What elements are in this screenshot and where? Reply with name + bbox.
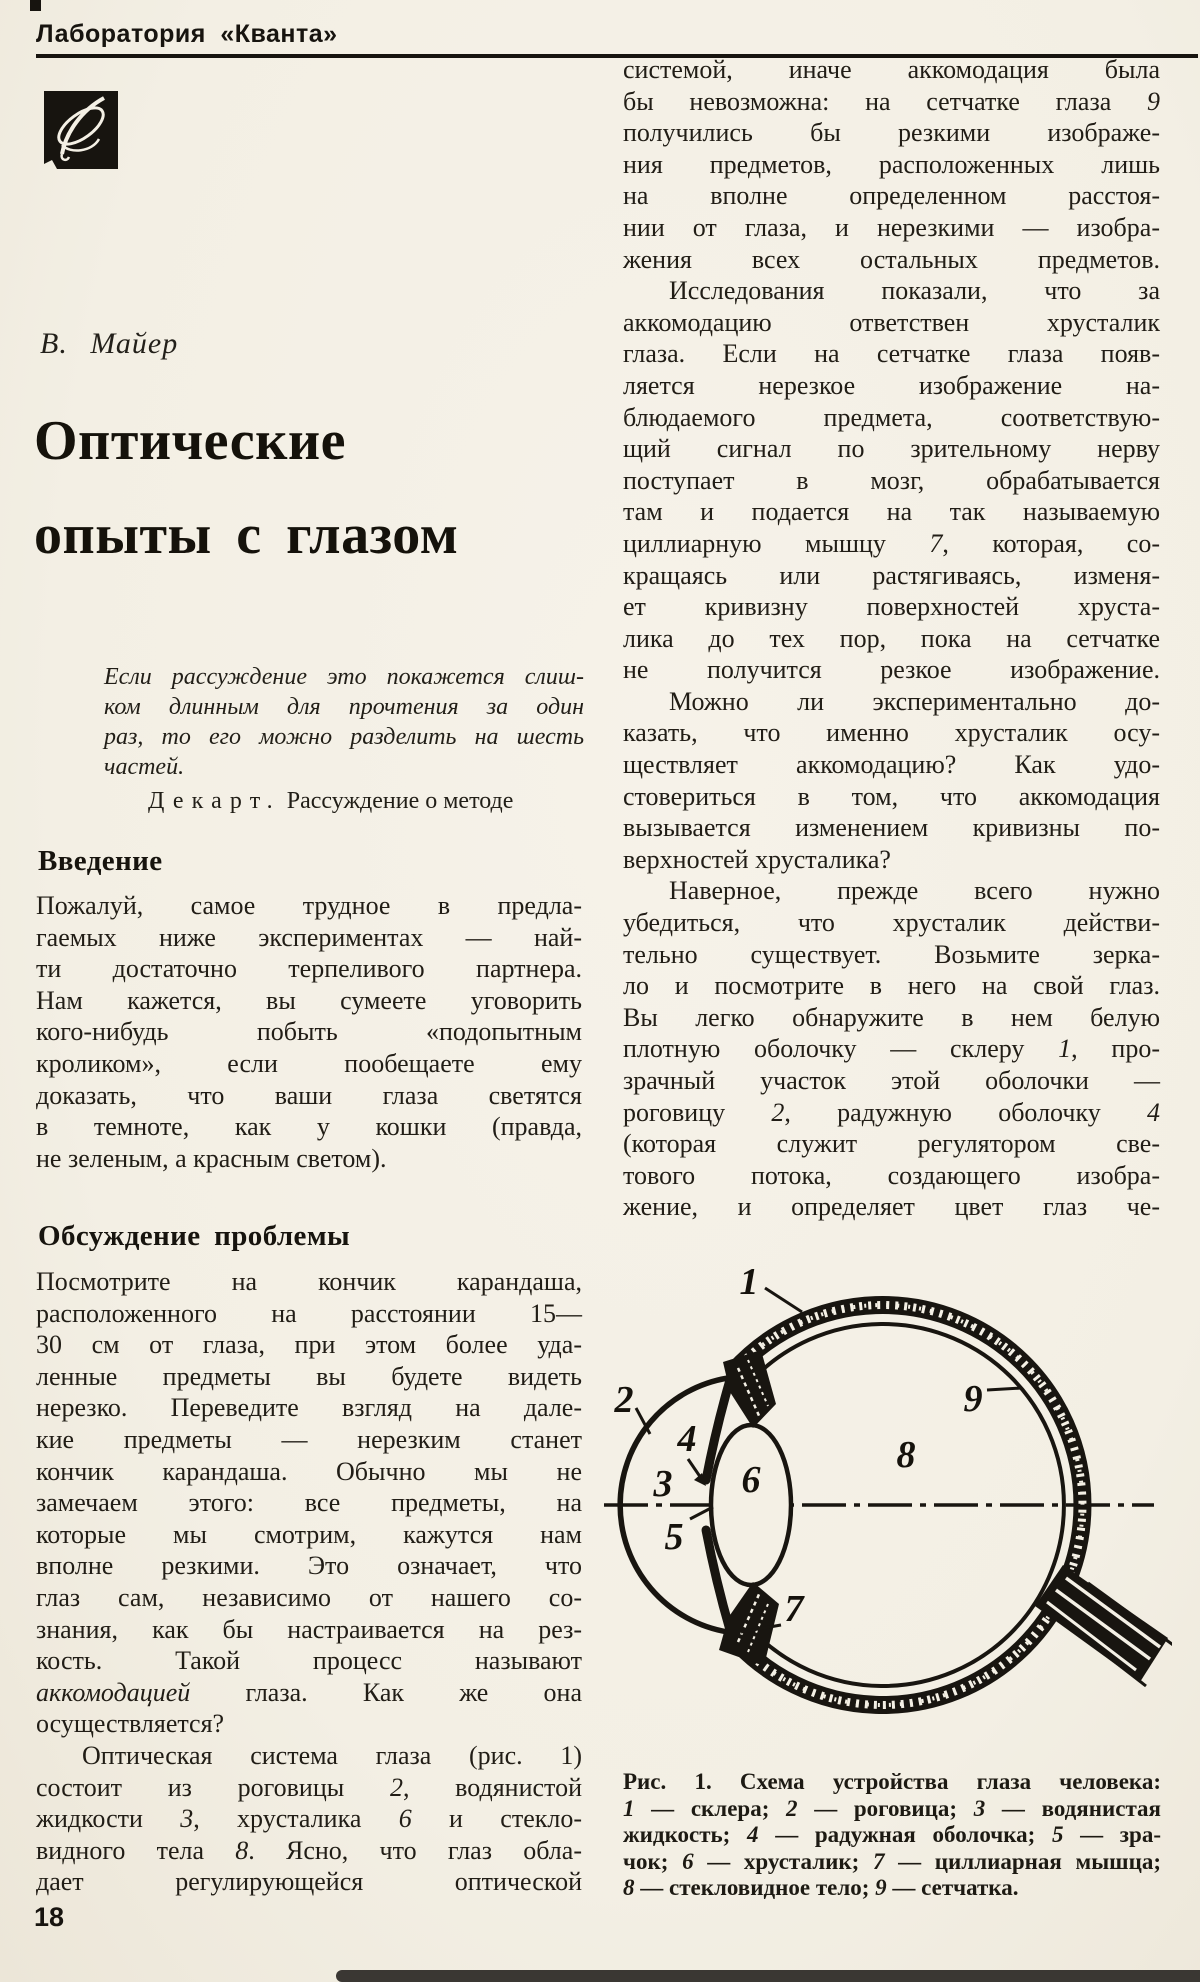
text-line: щий сигнал по зрительному нерву bbox=[623, 434, 1160, 464]
text-line: бы невозможна: на сетчатке глаза 9 bbox=[623, 86, 1160, 116]
text-line: состоит из роговицы 2, водянистой bbox=[36, 1772, 582, 1802]
article-title bbox=[34, 394, 458, 582]
optic-nerve bbox=[1035, 1565, 1172, 1686]
discussion-text-column bbox=[36, 1266, 582, 1898]
figure-label-2-cornea: 2 bbox=[614, 1379, 634, 1421]
lens-shape bbox=[711, 1425, 791, 1585]
title-line: опыты с глазом bbox=[34, 504, 459, 566]
text-line: системой, иначе аккомодация была bbox=[623, 55, 1160, 84]
text-line: жидкость; 4 — радужная оболочка; 5 — зра- bbox=[623, 1822, 1161, 1848]
introduction-paragraph bbox=[36, 890, 582, 1174]
text-line: доказать, что ваши глаза светятся bbox=[36, 1080, 582, 1110]
text-line: кость. Такой процесс называют bbox=[36, 1646, 582, 1676]
figure-callout-lines bbox=[636, 1288, 1022, 1632]
text-line: Пожалуй, самое трудное в предла- bbox=[36, 891, 582, 920]
text-line: Оптическая система глаза (рис. 1) bbox=[82, 1740, 582, 1770]
text-line: ло и посмотрите в него на свой глаз. bbox=[623, 971, 1160, 1001]
figure-label-6-lens: 6 bbox=[741, 1459, 761, 1501]
text-line: частей. bbox=[104, 754, 185, 780]
text-line: ществляет аккомодацию? Как удо- bbox=[623, 750, 1160, 780]
discussion-paragraph bbox=[36, 1740, 582, 1898]
text-line: жение, и определяет цвет глаз че- bbox=[623, 1192, 1160, 1222]
text-line: поступает в мозг, обрабатывается bbox=[623, 465, 1160, 495]
text-line: гаемых ниже экспериментах — най- bbox=[36, 922, 582, 952]
title-line: Оптические bbox=[34, 410, 346, 472]
text-line: зрачный участок этой оболочки — bbox=[623, 1066, 1160, 1095]
text-line: ляется нерезкое изображение на- bbox=[623, 370, 1160, 400]
text-line: блюдаемого предмета, соответствую- bbox=[623, 402, 1160, 432]
text-line: чок; 6 — хрусталик; 7 — циллиарная мышца; bbox=[623, 1848, 1161, 1874]
figure-label-8-vitreous: 8 bbox=[896, 1434, 916, 1476]
figure-label-4-iris: 4 bbox=[677, 1418, 697, 1460]
text-line: стовериться в том, что аккомодация bbox=[623, 781, 1160, 811]
text-line: плотную оболочку — склеру 1, про- bbox=[623, 1034, 1160, 1064]
text-line: глаза. Если на сетчатке глаза появ- bbox=[623, 339, 1160, 369]
text-line: тельно существует. Возьмите зерка- bbox=[623, 939, 1160, 969]
continuation-paragraph bbox=[623, 275, 1160, 686]
text-line: нии от глаза, и нерезкими — изобра- bbox=[623, 212, 1160, 242]
text-line: кращаясь или растягиваясь, изменя- bbox=[623, 560, 1160, 590]
text-line: которые мы смотрим, кажутся нам bbox=[36, 1519, 582, 1549]
epigraph-author: Декарт. bbox=[148, 788, 281, 814]
ciliary-muscle-bottom bbox=[719, 1582, 779, 1666]
text-line: дает регулирующейся оптической bbox=[36, 1867, 582, 1897]
text-line: лика до тех пор, пока на сетчатке bbox=[623, 623, 1160, 653]
text-line: Можно ли экспериментально до- bbox=[669, 686, 1160, 716]
epigraph bbox=[104, 662, 584, 782]
text-line: кончик карандаша. Обычно мы не bbox=[36, 1456, 582, 1486]
text-line: глаз сам, независимо от нашего со- bbox=[36, 1582, 582, 1612]
continuation-paragraph bbox=[623, 686, 1160, 876]
text-line: не получится резкое изображение. bbox=[623, 655, 1160, 685]
text-line: Если рассуждение это покажется слиш- bbox=[104, 664, 584, 690]
text-line: кроликом», если пообещаете ему bbox=[36, 1048, 582, 1078]
text-line: Рис. 1. Схема устройства глаза человека: bbox=[623, 1769, 1161, 1794]
text-line: вызывается изменением кривизны по- bbox=[623, 813, 1160, 843]
text-line: Вы легко обнаружите в нем белую bbox=[623, 1002, 1160, 1032]
text-line: кого-нибудь побыть «подопытным bbox=[36, 1017, 582, 1047]
epigraph-attribution bbox=[104, 788, 584, 815]
figure-label-3-aqueous: 3 bbox=[653, 1463, 673, 1505]
text-line: видного тела 8. Ясно, что глаз обла- bbox=[36, 1835, 582, 1865]
text-line: роговицу 2, радужную оболочку 4 bbox=[623, 1097, 1160, 1127]
section-heading-discussion: Обсуждение проблемы bbox=[38, 1220, 351, 1252]
text-line: жения всех остальных предметов. bbox=[623, 244, 1160, 274]
figure-eye-diagram bbox=[588, 1238, 1172, 1766]
text-line: аккомодацией глаза. Как же она bbox=[36, 1677, 582, 1707]
text-line: замечаем этого: все предметы, на bbox=[36, 1488, 582, 1518]
text-line: Наверное, прежде всего нужно bbox=[669, 876, 1160, 906]
continuation-paragraph bbox=[623, 54, 1160, 275]
article-author: В. Майер bbox=[40, 327, 179, 360]
figure-label-5-pupil: 5 bbox=[664, 1516, 684, 1558]
epigraph-work: Рассуждение о методе bbox=[286, 788, 514, 814]
page-number: 18 bbox=[34, 1902, 65, 1932]
section-heading-introduction: Введение bbox=[38, 845, 163, 877]
scan-edge-strip bbox=[336, 1970, 1200, 1982]
page-edge-mark bbox=[30, 0, 41, 11]
text-line: раз, то его можно разделить на шесть bbox=[104, 724, 584, 750]
text-line: Исследования показали, что за bbox=[669, 276, 1160, 306]
text-line: на вполне определенном расстоя- bbox=[623, 181, 1160, 211]
discussion-paragraph bbox=[36, 1266, 582, 1740]
text-line: ленные предметы вы будете видеть bbox=[36, 1361, 582, 1391]
text-line: знания, как бы настраивается на рез- bbox=[36, 1614, 582, 1644]
text-line: ком длинным для прочтения за один bbox=[104, 694, 584, 720]
text-line: Нам кажется, вы сумеете уговорить bbox=[36, 985, 582, 1015]
text-line: кие предметы — нерезким станет bbox=[36, 1424, 582, 1454]
text-line: нерезко. Переведите взгляд на дале- bbox=[36, 1393, 582, 1423]
text-line: в темноте, как у кошки (правда, bbox=[36, 1112, 582, 1142]
section-masthead: Лаборатория «Кванта» bbox=[36, 20, 338, 48]
text-line: ет кривизну поверхностей хруста- bbox=[623, 592, 1160, 622]
text-line: 1 — склера; 2 — роговица; 3 — водянистая bbox=[623, 1795, 1161, 1821]
text-line: жидкости 3, хрусталика 6 и стекло- bbox=[36, 1804, 582, 1834]
text-line: расположенного на расстоянии 15— bbox=[36, 1298, 582, 1328]
text-line: ния предметов, расположенных лишь bbox=[623, 149, 1160, 179]
text-line: аккомодацию ответствен хрусталик bbox=[623, 307, 1160, 337]
text-line: циллиарную мышцу 7, которая, со- bbox=[623, 528, 1160, 558]
text-line: получились бы резкими изображе- bbox=[623, 118, 1160, 148]
text-line: верхностей хрусталика? bbox=[623, 844, 891, 874]
text-line: осуществляется? bbox=[36, 1709, 225, 1739]
text-line: ти достаточно терпеливого партнера. bbox=[36, 954, 582, 984]
text-line: вполне резкими. Это означает, что bbox=[36, 1551, 582, 1581]
ciliary-muscle-top bbox=[723, 1350, 776, 1428]
text-line: там и подается на так называемую bbox=[623, 497, 1160, 527]
figure-label-1-sclera: 1 bbox=[739, 1261, 759, 1303]
text-line: 30 см от глаза, при этом более уда- bbox=[36, 1330, 582, 1360]
text-line: не зеленым, а красным светом). bbox=[36, 1143, 387, 1173]
figure-label-7-ciliary: 7 bbox=[784, 1588, 804, 1630]
text-line: Посмотрите на кончик карандаша, bbox=[36, 1267, 582, 1296]
text-line: казать, что именно хрусталик осу- bbox=[623, 718, 1160, 748]
text-line: тового потока, создающего изобра- bbox=[623, 1160, 1160, 1190]
continuation-paragraph bbox=[623, 875, 1160, 1223]
text-line: убедиться, что хрусталик действи- bbox=[623, 908, 1160, 938]
text-line: (которая служит регулятором све- bbox=[623, 1129, 1160, 1159]
kvant-laboratory-logo-icon bbox=[42, 90, 120, 170]
text-line: 8 — стекловидное тело; 9 — сетчатка. bbox=[623, 1875, 1019, 1901]
right-text-column bbox=[623, 54, 1160, 1223]
figure-label-9-retina: 9 bbox=[963, 1378, 983, 1420]
figure-caption bbox=[623, 1769, 1161, 1902]
